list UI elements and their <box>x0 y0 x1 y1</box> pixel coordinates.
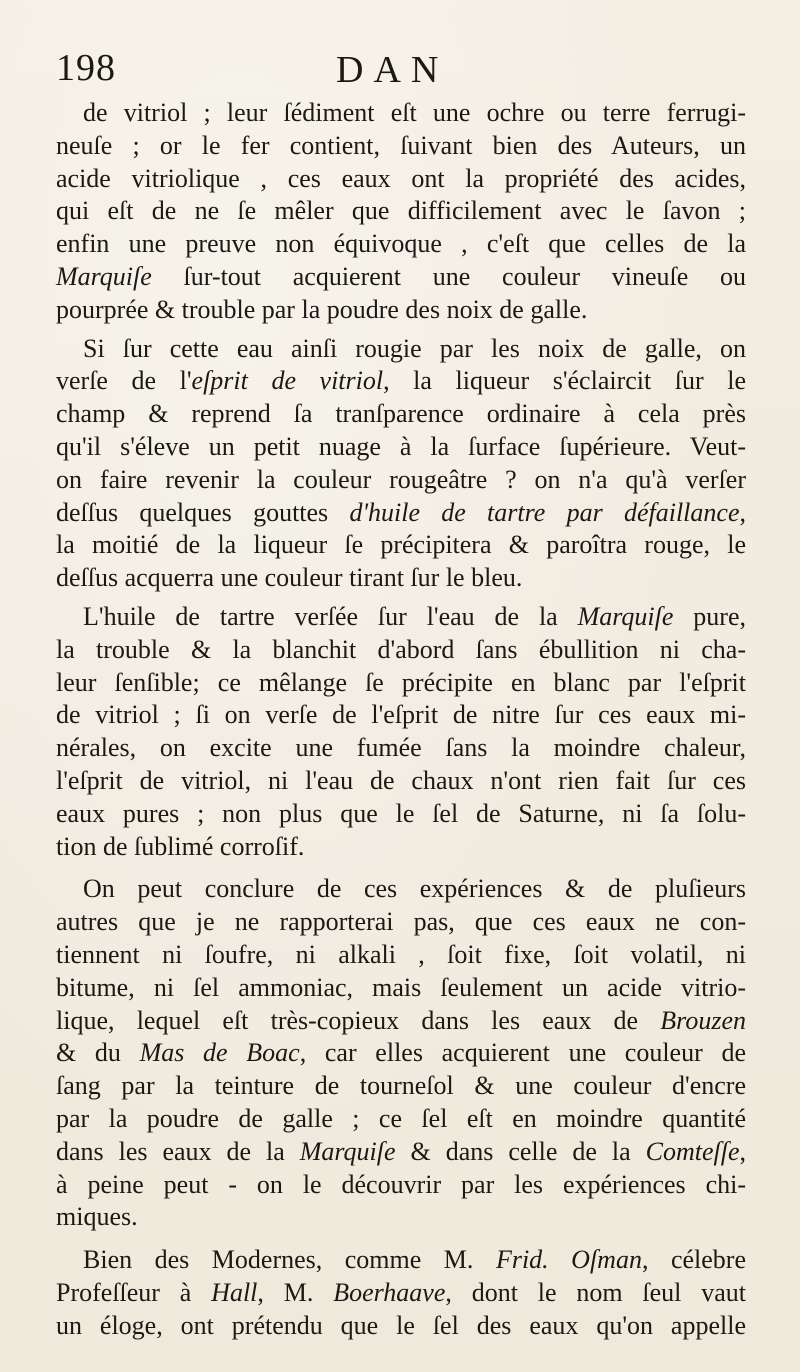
text-line <box>56 464 746 497</box>
text-run: , M. <box>257 1277 334 1307</box>
text-run: qui eſt de ne ſe mêler que difficilement avec le ſavon ; <box>56 196 746 226</box>
text-line <box>56 1244 746 1277</box>
italic-run: Hall <box>211 1277 258 1307</box>
text-run: , célebre <box>641 1245 747 1275</box>
text-run: , dont le nom ſeul vaut <box>445 1277 746 1307</box>
text-line <box>56 294 746 327</box>
paragraph <box>56 333 746 595</box>
text-line <box>56 497 746 530</box>
paragraph <box>56 97 746 327</box>
paragraph <box>56 1244 746 1342</box>
italic-run: eſprit de vitriol <box>191 366 384 396</box>
text-run: Si ſur cette eau ainſi rougie par les noix de galle, on <box>83 333 746 363</box>
text-line <box>56 398 746 431</box>
text-run: Bien des Modernes, comme M. <box>83 1245 496 1275</box>
text-line <box>56 906 746 939</box>
text-line <box>56 699 746 732</box>
text-run: tion de ſublimé corroſif. <box>56 831 305 861</box>
text-line <box>56 732 746 765</box>
text-line <box>56 1037 746 1070</box>
text-run: bitume, ni ſel ammoniac, mais ſeulement un acide vitrio- <box>56 972 746 1002</box>
text-run: eaux pures ; non plus que le ſel de Saturne, ni ſa ſolu- <box>56 798 746 828</box>
text-run: , car elles acquierent une couleur de <box>299 1038 746 1068</box>
text-line <box>56 1310 746 1343</box>
text-line <box>56 163 746 196</box>
text-line <box>56 1201 746 1234</box>
text-run: verſe de l' <box>56 366 192 396</box>
running-head: DAN <box>336 49 449 91</box>
text-run: de vitriol ; ſi on verſe de l'eſprit de nitre ſur ces eaux mi- <box>56 700 746 730</box>
text-run: enfin une preuve non équivoque , c'eſt que celles de la <box>56 229 746 259</box>
text-run: pure, <box>673 601 746 631</box>
text-line <box>56 939 746 972</box>
text-run: L'huile de tartre verſée ſur l'eau de la <box>83 601 578 631</box>
text-run: l'eſprit de vitriol, ni l'eau de chaux n'ont rien fait ſur ces <box>56 765 746 795</box>
text-run: qu'il s'éleve un petit nuage à la ſurface ſupérieure. Veut- <box>56 431 746 461</box>
text-run: deſſus acquerra une couleur tirant ſur le bleu. <box>56 563 523 593</box>
text-run: on faire revenir la couleur rougeâtre ? on n'a qu'à verſer <box>56 464 746 494</box>
text-run: un éloge, ont prétendu que le ſel des eaux qu'on appelle <box>56 1310 746 1340</box>
text-run: pourprée & trouble par la poudre des noix de galle. <box>56 294 588 324</box>
text-run: Profeſſeur à <box>56 1277 212 1307</box>
text-line <box>56 831 746 864</box>
text-run: dans les eaux de la <box>56 1136 300 1166</box>
text-line <box>56 1277 746 1310</box>
text-run: lique, lequel eſt très-copieux dans les eaux de <box>56 1005 661 1035</box>
text-line <box>56 529 746 562</box>
text-run: à peine peut - on le découvrir par les expériences chi- <box>56 1169 746 1199</box>
text-line <box>56 601 746 634</box>
text-line <box>56 1136 746 1169</box>
text-run: miques. <box>56 1202 138 1232</box>
text-line <box>56 667 746 700</box>
text-run: nérales, on excite une fumée ſans la moindre chaleur, <box>56 733 746 763</box>
text-line <box>56 333 746 366</box>
text-line <box>56 634 746 667</box>
text-run: autres que je ne rapporterai pas, que ces eaux ne con- <box>56 907 746 937</box>
text-run: champ & reprend ſa tranſparence ordinaire à cela près <box>56 399 746 429</box>
text-run: & du <box>56 1038 140 1068</box>
text-run: On peut conclure de ces expériences & de pluſieurs <box>83 874 746 904</box>
text-run: tiennent ni ſoufre, ni alkali , ſoit fixe, ſoit volatil, ni <box>56 939 746 969</box>
text-line <box>56 228 746 261</box>
italic-run: Marquiſe <box>56 261 152 291</box>
paragraph <box>56 873 746 1234</box>
text-line <box>56 97 746 130</box>
text-run: par la poudre de galle ; ce ſel eſt en moindre quantité <box>56 1103 746 1133</box>
text-line <box>56 1103 746 1136</box>
text-line <box>56 365 746 398</box>
text-run: ſur-tout acquierent une couleur vineuſe ou <box>151 261 746 291</box>
text-line <box>56 130 746 163</box>
text-line <box>56 765 746 798</box>
text-run: la trouble & la blanchit d'abord ſans ébullition ni cha- <box>56 634 746 664</box>
page-number: 198 <box>56 47 116 89</box>
text-run: , <box>739 497 746 527</box>
italic-run: Boerhaave <box>333 1277 446 1307</box>
italic-run: Marquiſe <box>577 601 674 631</box>
text-run: deſſus quelques gouttes <box>56 497 350 527</box>
text-line <box>56 261 746 294</box>
text-line <box>56 195 746 228</box>
text-run: acide vitriolique , ces eaux ont la propriété des acides, <box>56 163 746 193</box>
text-run: leur ſenſible; ce mêlange ſe précipite en blanc par l'eſprit <box>56 667 746 697</box>
italic-run: Brouzen <box>660 1005 746 1035</box>
text-run: neuſe ; or le fer contient, ſuivant bien des Auteurs, un <box>56 130 746 160</box>
text-line <box>56 873 746 906</box>
italic-run: Comteſſe <box>645 1136 740 1166</box>
text-run: ſang par la teinture de tourneſol & une couleur d'encre <box>56 1071 746 1101</box>
text-line <box>56 972 746 1005</box>
italic-run: d'huile de tartre par défaillance <box>349 497 740 527</box>
text-run: & dans celle de la <box>395 1136 646 1166</box>
body-text <box>56 97 746 1342</box>
text-line <box>56 798 746 831</box>
text-run: de vitriol ; leur ſédiment eſt une ochre ou terre ferrugi- <box>83 98 746 127</box>
text-line <box>56 562 746 595</box>
italic-run: Mas de Boac <box>139 1038 300 1068</box>
text-run: la moitié de la liqueur ſe précipitera & paroîtra rouge, le <box>56 530 746 560</box>
text-run: , la liqueur s'éclaircit ſur le <box>383 366 747 396</box>
text-run: , <box>739 1136 746 1166</box>
text-line <box>56 1070 746 1103</box>
italic-run: Marquiſe <box>299 1136 396 1166</box>
page-header <box>56 46 756 98</box>
text-line <box>56 1005 746 1038</box>
italic-run: Frid. Oſman <box>495 1245 642 1275</box>
text-line <box>56 1169 746 1202</box>
text-line <box>56 431 746 464</box>
paragraph <box>56 601 746 863</box>
